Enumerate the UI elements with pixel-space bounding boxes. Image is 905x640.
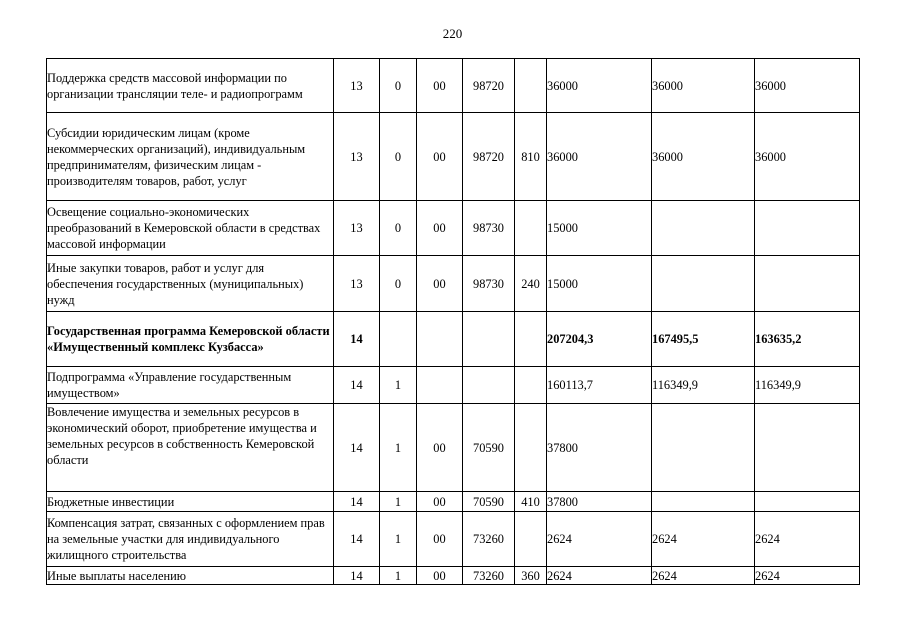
row-name: Подпрограмма «Управление государственным имуществом» <box>47 367 334 404</box>
amount-year-1: 2624 <box>547 512 652 567</box>
row-name: Бюджетные инвестиции <box>47 492 334 512</box>
expense-type-code <box>515 512 547 567</box>
direction-code: 73260 <box>463 512 515 567</box>
expense-type-code <box>515 367 547 404</box>
amount-year-1: 2624 <box>547 567 652 585</box>
amount-year-3: 116349,9 <box>755 367 860 404</box>
amount-year-3: 163635,2 <box>755 312 860 367</box>
program-code: 0 <box>380 201 417 256</box>
table-row <box>47 312 860 367</box>
section-code: 14 <box>334 404 380 492</box>
row-name: Государственная программа Кемеровской области «Имущественный комплекс Кузбасса» <box>47 312 334 367</box>
amount-year-2 <box>652 256 755 312</box>
direction-code: 70590 <box>463 404 515 492</box>
row-name: Иные закупки товаров, работ и услуг для обеспечения государственных (муниципальных) нужд <box>47 256 334 312</box>
amount-year-3 <box>755 404 860 492</box>
table-row <box>47 113 860 201</box>
amount-year-3 <box>755 492 860 512</box>
expense-type-code <box>515 312 547 367</box>
subprogram-code: 00 <box>417 492 463 512</box>
budget-table <box>46 58 860 585</box>
amount-year-2 <box>652 492 755 512</box>
amount-year-1: 207204,3 <box>547 312 652 367</box>
section-code: 14 <box>334 512 380 567</box>
subprogram-code: 00 <box>417 59 463 113</box>
program-code: 0 <box>380 256 417 312</box>
subprogram-code: 00 <box>417 201 463 256</box>
program-code <box>380 312 417 367</box>
table-row <box>47 367 860 404</box>
amount-year-1: 15000 <box>547 201 652 256</box>
section-code: 13 <box>334 59 380 113</box>
table-row <box>47 404 860 492</box>
subprogram-code: 00 <box>417 256 463 312</box>
table-row <box>47 492 860 512</box>
program-code: 1 <box>380 367 417 404</box>
amount-year-2 <box>652 404 755 492</box>
program-code: 1 <box>380 492 417 512</box>
section-code: 13 <box>334 256 380 312</box>
section-code: 14 <box>334 492 380 512</box>
amount-year-2: 2624 <box>652 512 755 567</box>
direction-code <box>463 312 515 367</box>
amount-year-2: 2624 <box>652 567 755 585</box>
page-number: 220 <box>442 26 463 41</box>
subprogram-code: 00 <box>417 404 463 492</box>
direction-code <box>463 367 515 404</box>
section-code: 14 <box>334 567 380 585</box>
direction-code: 98730 <box>463 256 515 312</box>
direction-code: 98720 <box>463 113 515 201</box>
table-row <box>47 256 860 312</box>
row-name: Вовлечение имущества и земельных ресурсов в экономический оборот, приобретение имущества и земельных ресурсов в собственность Кемеровской области <box>47 404 334 492</box>
row-name: Освещение социально-экономических преобразований в Кемеровской области в средствах массовой информации <box>47 201 334 256</box>
table-row <box>47 59 860 113</box>
direction-code: 70590 <box>463 492 515 512</box>
amount-year-3 <box>755 201 860 256</box>
amount-year-1: 37800 <box>547 492 652 512</box>
subprogram-code <box>417 367 463 404</box>
section-code: 14 <box>334 312 380 367</box>
amount-year-1: 160113,7 <box>547 367 652 404</box>
row-name: Компенсация затрат, связанных с оформлением прав на земельные участки для индивидуального жилищного строительства <box>47 512 334 567</box>
amount-year-3 <box>755 256 860 312</box>
expense-type-code: 360 <box>515 567 547 585</box>
program-code: 0 <box>380 113 417 201</box>
subprogram-code: 00 <box>417 512 463 567</box>
table-row <box>47 512 860 567</box>
section-code: 13 <box>334 201 380 256</box>
amount-year-3: 2624 <box>755 567 860 585</box>
table-row <box>47 567 860 585</box>
amount-year-1: 15000 <box>547 256 652 312</box>
row-name: Поддержка средств массовой информации по организации трансляции теле- и радиопрограмм <box>47 59 334 113</box>
direction-code: 73260 <box>463 567 515 585</box>
section-code: 13 <box>334 113 380 201</box>
amount-year-2: 36000 <box>652 59 755 113</box>
expense-type-code: 410 <box>515 492 547 512</box>
section-code: 14 <box>334 367 380 404</box>
program-code: 1 <box>380 512 417 567</box>
amount-year-1: 36000 <box>547 113 652 201</box>
expense-type-code: 240 <box>515 256 547 312</box>
direction-code: 98730 <box>463 201 515 256</box>
table-row <box>47 201 860 256</box>
program-code: 0 <box>380 59 417 113</box>
amount-year-1: 36000 <box>547 59 652 113</box>
amount-year-2: 167495,5 <box>652 312 755 367</box>
amount-year-2 <box>652 201 755 256</box>
subprogram-code: 00 <box>417 113 463 201</box>
expense-type-code <box>515 59 547 113</box>
amount-year-3: 36000 <box>755 113 860 201</box>
amount-year-3: 2624 <box>755 512 860 567</box>
expense-type-code <box>515 404 547 492</box>
subprogram-code <box>417 312 463 367</box>
amount-year-3: 36000 <box>755 59 860 113</box>
expense-type-code <box>515 201 547 256</box>
row-name: Иные выплаты населению <box>47 567 334 585</box>
program-code: 1 <box>380 567 417 585</box>
amount-year-2: 116349,9 <box>652 367 755 404</box>
direction-code: 98720 <box>463 59 515 113</box>
row-name: Субсидии юридическим лицам (кроме некоммерческих организаций), индивидуальным предпринимателям, физическим лицам - производителям товаров, работ, услуг <box>47 113 334 201</box>
program-code: 1 <box>380 404 417 492</box>
subprogram-code: 00 <box>417 567 463 585</box>
amount-year-2: 36000 <box>652 113 755 201</box>
expense-type-code: 810 <box>515 113 547 201</box>
amount-year-1: 37800 <box>547 404 652 492</box>
